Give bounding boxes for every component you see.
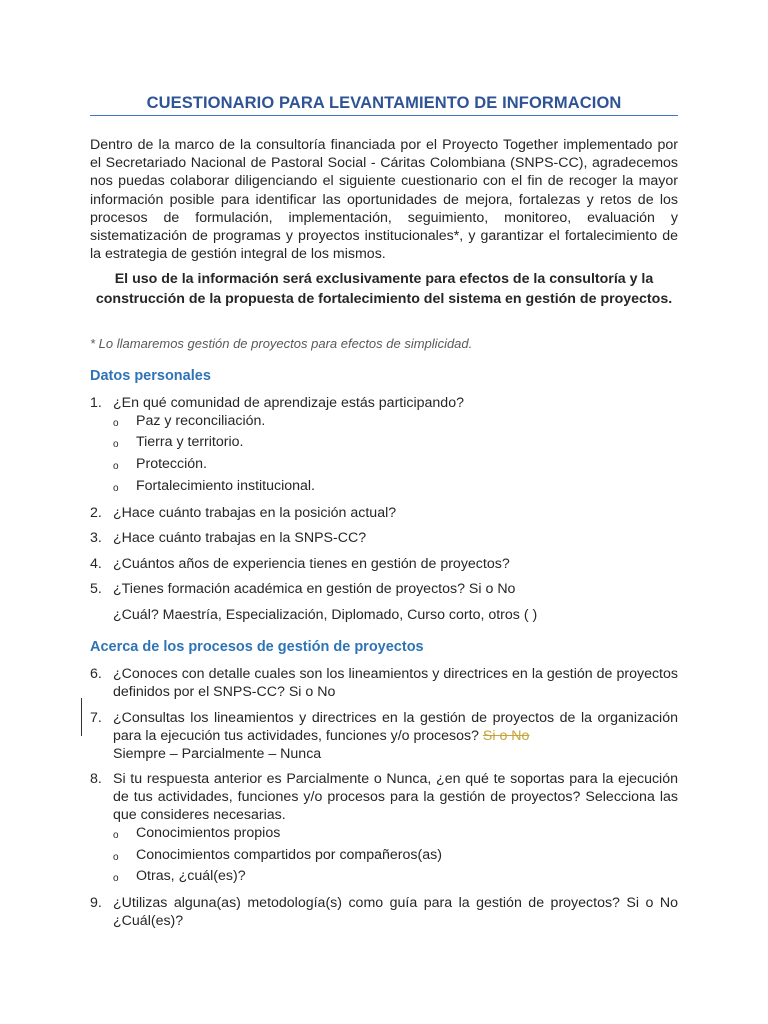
question-text: ¿Utilizas alguna(as) metodología(s) como guía para la gestión de proyectos? Si o No ¿Cuál(es)? [113, 895, 678, 930]
question-number: 1. [90, 395, 102, 411]
question-8 [90, 770, 678, 825]
option-item [113, 867, 673, 885]
bullet-icon: o [113, 830, 119, 841]
followup-text: Siempre – Parcialmente – Nunca [113, 746, 322, 762]
option-item [113, 455, 673, 473]
question-text: ¿Hace cuánto trabajas en la posición actual? [113, 505, 397, 521]
question-text [113, 709, 678, 745]
question-number: 5. [90, 581, 102, 597]
section-heading-personal-data: Datos personales [90, 368, 211, 384]
question-1 [90, 394, 678, 412]
option-text: Conocimientos compartidos por compañeros(as) [136, 847, 442, 863]
question-number: 6. [90, 666, 102, 682]
bullet-icon: o [113, 461, 119, 472]
question-6 [90, 665, 678, 701]
question-number: 8. [90, 771, 102, 787]
question-text: ¿Conoces con detalle cuales son los lineamientos y directrices en la gestión de proyectos definidos por el SNPS-CC? Si o No [113, 666, 678, 701]
option-text: Conocimientos propios [136, 825, 281, 841]
section-heading-project-management: Acerca de los procesos de gestión de proyectos [90, 639, 424, 655]
question-text: ¿Tienes formación académica en gestión de proyectos? Si o No [113, 581, 516, 597]
option-item [113, 477, 673, 495]
bullet-icon: o [113, 852, 119, 863]
option-text: Fortalecimiento institucional. [136, 478, 315, 494]
question-number: 4. [90, 556, 102, 572]
revision-change-bar [81, 698, 82, 736]
question-text: ¿Hace cuánto trabajas en la SNPS-CC? [113, 530, 367, 546]
bullet-icon: o [113, 439, 119, 450]
question-7 [90, 709, 678, 745]
question-number: 2. [90, 505, 102, 521]
option-item [113, 824, 673, 842]
option-text: Paz y reconciliación. [136, 413, 266, 429]
question-4 [90, 555, 678, 573]
question-7-followup [90, 745, 678, 763]
option-item [113, 433, 673, 451]
struck-text: Si o No [482, 728, 530, 745]
footnote: * Lo llamaremos gestión de proyectos para efectos de simplicidad. [90, 336, 473, 351]
bullet-icon: o [113, 418, 119, 429]
title-underline [90, 115, 678, 116]
question-9 [90, 894, 678, 930]
usage-notice: El uso de la información será exclusivamente para efectos de la consultoría y la construcción de la propuesta de fortalecimiento del sistema en gestión de proyectos. [95, 271, 673, 307]
question-2 [90, 504, 678, 522]
followup-text: ¿Cuál? Maestría, Especialización, Diplomado, Curso corto, otros ( ) [113, 607, 538, 623]
question-5-followup [90, 606, 678, 624]
question-3 [90, 529, 678, 547]
page-title: CUESTIONARIO PARA LEVANTAMIENTO DE INFORMACION [146, 94, 622, 112]
question-text-main: ¿Consultas los lineamientos y directrices en la gestión de proyectos de la organización para la ejecución tus actividades, funciones y/o procesos? [113, 710, 678, 745]
option-text: Otras, ¿cuál(es)? [136, 868, 246, 884]
bullet-icon: o [113, 483, 119, 494]
option-text: Protección. [136, 456, 207, 472]
question-text: ¿Cuántos años de experiencia tienes en gestión de proyectos? [113, 556, 510, 572]
intro-paragraph: Dentro de la marco de la consultoría financiada por el Proyecto Together implementado por el Secretariado Nacional de Pastoral Social - Cáritas Colombiana (SNPS-CC), agradecemos nos puedas colaborar diligenciando el siguiente cuestionario con el fin de recoger la mayor información posible para identificar las oportunidades de mejora, fortalezas y retos de los procesos de formulación, implementación, seguimiento, monitoreo, evaluación y sistematización de programas y proyectos institucionales*, y garantizar el fortalecimiento de la estrategia de gestión integral de los mismos. [90, 137, 678, 263]
question-5 [90, 580, 678, 598]
option-item [113, 846, 673, 864]
question-text: ¿En qué comunidad de aprendizaje estás participando? [113, 395, 464, 411]
question-text: Si tu respuesta anterior es Parcialmente o Nunca, ¿en qué te soportas para la ejecución de tus actividades, funciones y/o procesos para la gestión de proyectos? Selecciona las que consideres necesarias. [113, 771, 678, 824]
question-number: 7. [90, 710, 102, 726]
bullet-icon: o [113, 873, 119, 884]
option-text: Tierra y territorio. [136, 434, 244, 450]
question-number: 3. [90, 530, 102, 546]
option-item [113, 412, 673, 430]
question-number: 9. [90, 895, 102, 911]
